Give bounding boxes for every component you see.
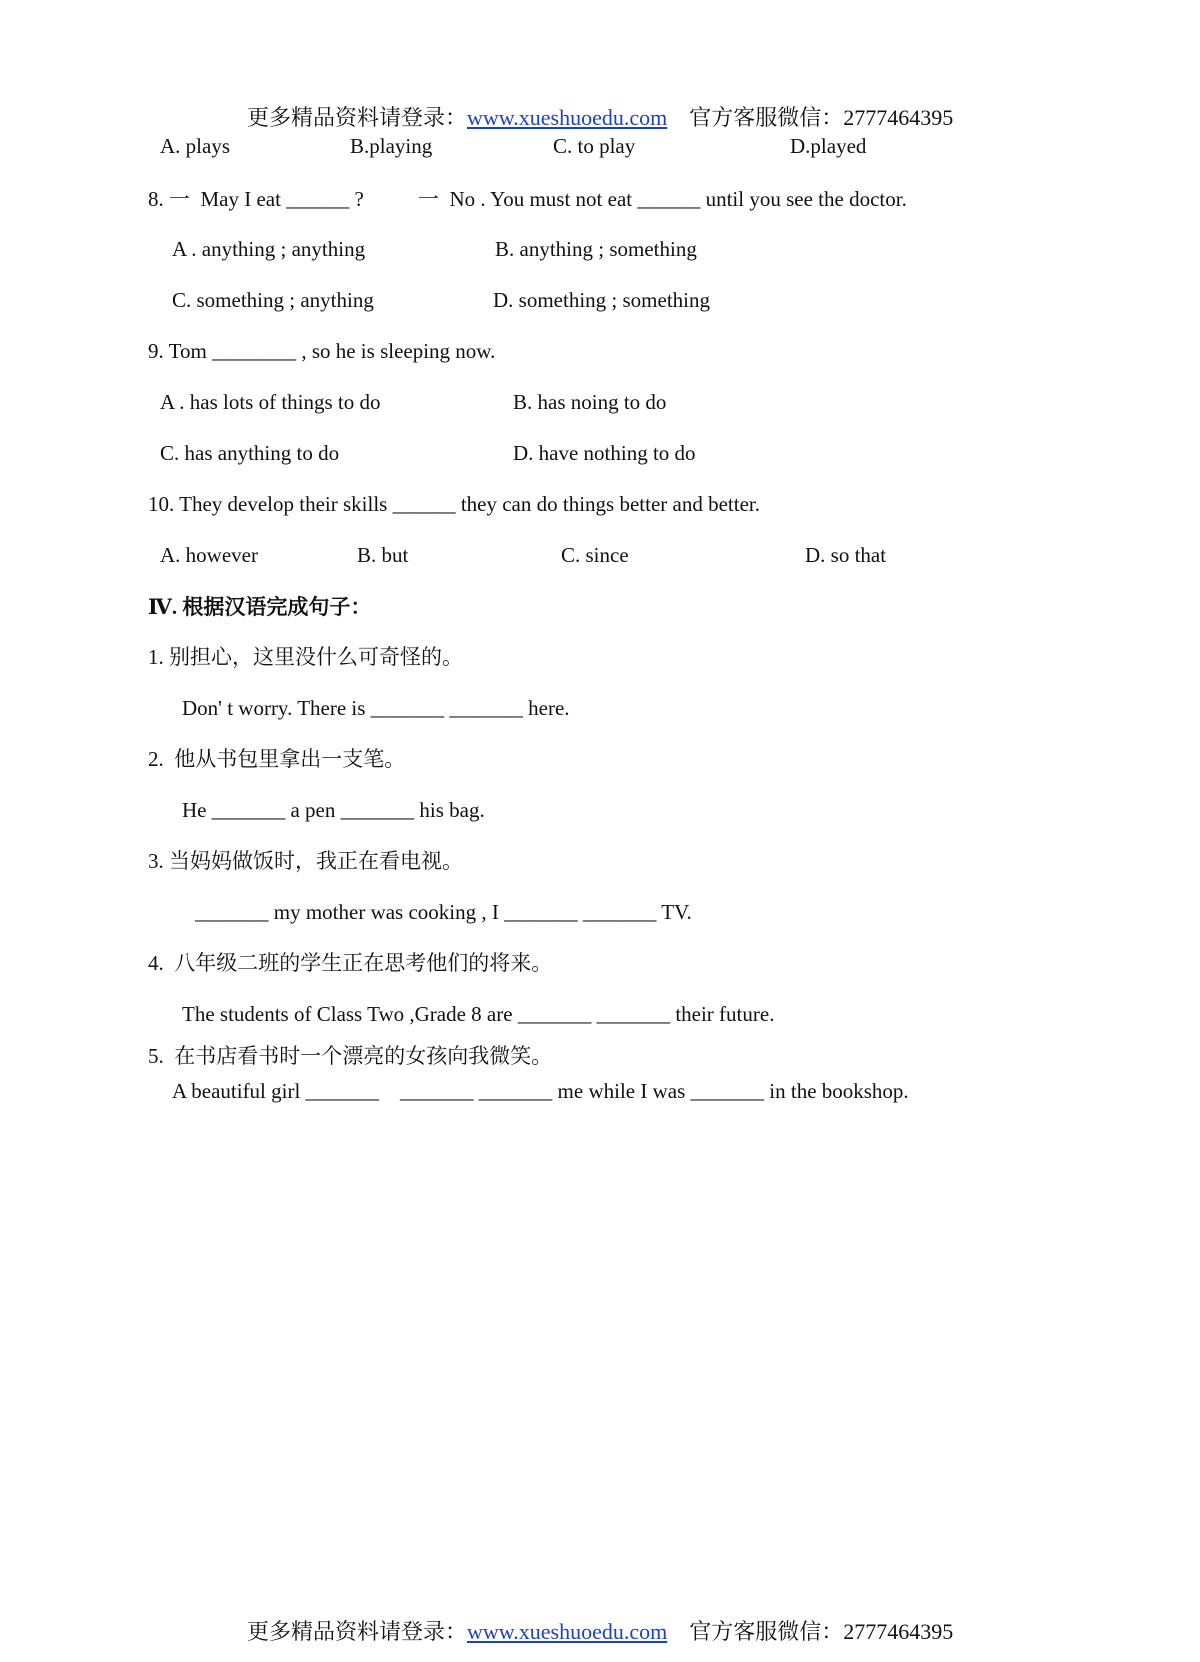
q10-option-a: A. however <box>160 543 258 567</box>
q10-option-b: B. but <box>357 543 409 567</box>
q8-option-d: D. something ; something <box>493 288 710 312</box>
q7-option-d: D.played <box>790 134 867 158</box>
item-1-chinese: 1. 别担心，这里没什么可奇怪的。 <box>148 645 463 669</box>
q10-option-c: C. since <box>561 543 629 567</box>
footer-link[interactable]: www.xueshuoedu.com <box>467 1619 668 1644</box>
item-2-chinese: 2. 他从书包里拿出一支笔。 <box>148 747 406 771</box>
footer-wechat: 官方客服微信：2777464395 <box>689 1619 954 1644</box>
item-1-english: Don' t worry. There is _______ _______ here. <box>182 696 570 720</box>
item-3-english: _______ my mother was cooking , I _______ _______ TV. <box>195 900 692 924</box>
q10-stem: 10. They develop their skills ______ they can do things better and better. <box>148 492 760 516</box>
section-title: Ⅳ. 根据汉语完成句子： <box>148 595 372 619</box>
q9-option-b: B. has noing to do <box>513 390 667 414</box>
header-prefix: 更多精品资料请登录： <box>247 105 468 130</box>
q8-option-a: A . anything ; anything <box>172 237 366 261</box>
item-4-chinese: 4. 八年级二班的学生正在思考他们的将来。 <box>148 951 553 975</box>
q7-option-c: C. to play <box>553 134 636 158</box>
header-link[interactable]: www.xueshuoedu.com <box>467 105 668 130</box>
q7-option-a: A. plays <box>160 134 230 158</box>
q8-option-b: B. anything ; something <box>495 237 697 261</box>
footer-prefix: 更多精品资料请登录： <box>247 1619 468 1644</box>
q8-option-c: C. something ; anything <box>172 288 374 312</box>
page-header <box>236 79 953 131</box>
item-4-english: The students of Class Two ,Grade 8 are _______ _______ their future. <box>182 1002 775 1026</box>
item-3-chinese: 3. 当妈妈做饭时，我正在看电视。 <box>148 849 463 873</box>
header-wechat: 官方客服微信：2777464395 <box>689 105 954 130</box>
page-footer <box>236 1593 953 1645</box>
q8-stem-a: 8. 一 May I eat ______ ? <box>148 187 364 211</box>
q9-option-a: A . has lots of things to do <box>160 390 381 414</box>
item-5-english: A beautiful girl _______ _______ _______ me while I was _______ in the bookshop. <box>172 1079 909 1103</box>
item-2-english: He _______ a pen _______ his bag. <box>182 798 485 822</box>
q9-option-c: C. has anything to do <box>160 441 340 465</box>
q10-option-d: D. so that <box>805 543 887 567</box>
item-5-chinese: 5. 在书店看书时一个漂亮的女孩向我微笑。 <box>148 1044 553 1068</box>
q8-stem-b: 一 No . You must not eat ______ until you see the doctor. <box>418 187 907 211</box>
q7-option-b: B.playing <box>350 134 433 158</box>
q9-option-d: D. have nothing to do <box>513 441 696 465</box>
q9-stem: 9. Tom ________ , so he is sleeping now. <box>148 339 496 363</box>
